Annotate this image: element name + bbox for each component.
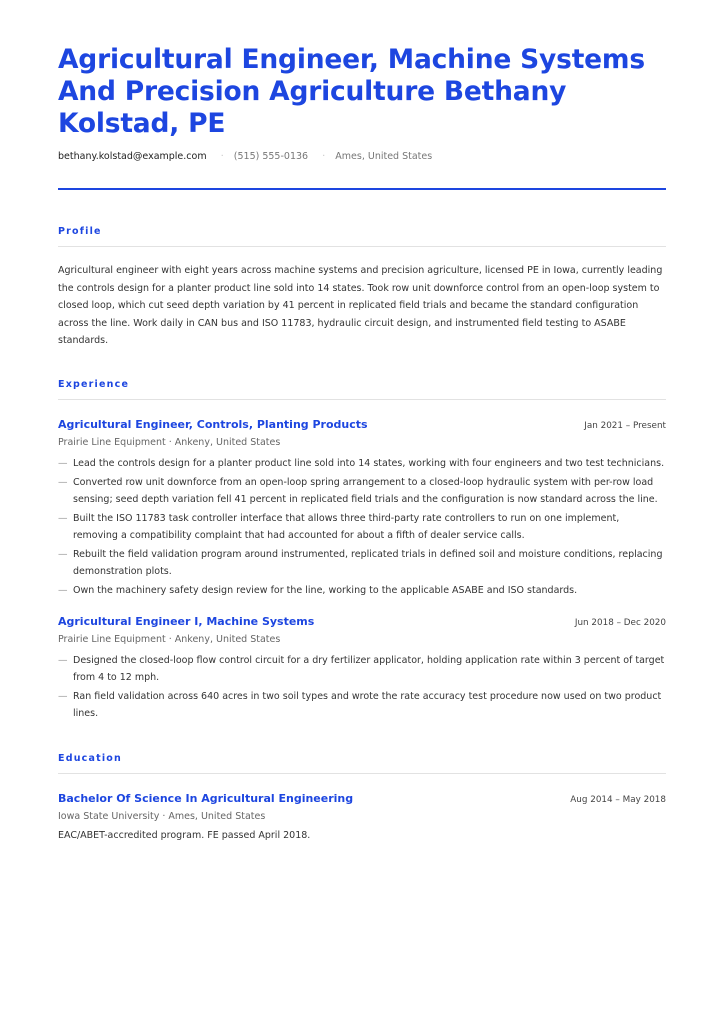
job-organization: Prairie Line Equipment · Ankeny, United States	[58, 633, 281, 645]
job-dates: Jun 2018 – Dec 2020	[574, 617, 666, 628]
bullet-item	[58, 546, 666, 580]
job-header	[58, 615, 666, 628]
bullet-text: Rebuilt the field validation program around instrumented, replicated trials in defined soil and moisture conditions, replacing demonstration plots.	[73, 548, 663, 577]
contact-email: bethany.kolstad@example.com	[58, 151, 207, 162]
bullet-text: Ran field validation across 640 acres in two soil types and wrote the rate accuracy test procedure now used on two product lines.	[73, 690, 662, 719]
bullet-item	[58, 474, 666, 508]
contact-location: Ames, United States	[335, 151, 433, 162]
section-divider	[58, 399, 666, 400]
section-title-experience: Experience	[58, 378, 130, 390]
job-title: Agricultural Engineer I, Machine Systems	[58, 614, 315, 628]
bullet-text: Designed the closed-loop flow control circuit for a dry fertilizer applicator, holding application rate within 3 percent of target from 4 to 12 mph.	[73, 654, 665, 683]
education-dates: Aug 2014 – May 2018	[570, 794, 666, 805]
bullet-text: Own the machinery safety design review for the line, working to the applicable ASABE and ISO standards.	[73, 584, 578, 596]
job-header	[58, 418, 666, 431]
job-dates: Jan 2021 – Present	[584, 420, 666, 431]
bullet-item	[58, 582, 666, 599]
dash-icon: —	[58, 548, 68, 560]
dash-icon: —	[58, 512, 68, 524]
section-divider	[58, 773, 666, 774]
bullet-text: Built the ISO 11783 task controller interface that allows three third-party rate controllers to run on one implement, removing a compatibility complaint that had accounted for about a fifth of dealer service calls.	[73, 512, 620, 541]
education-entry	[58, 792, 666, 841]
bullet-item	[58, 510, 666, 544]
dash-icon: —	[58, 584, 68, 596]
contact-line	[58, 151, 666, 162]
bullet-item	[58, 688, 666, 722]
bullet-item	[58, 652, 666, 686]
dash-icon: —	[58, 654, 68, 666]
degree-title: Bachelor Of Science In Agricultural Engineering	[58, 791, 354, 805]
bullet-item	[58, 455, 666, 472]
education-header	[58, 792, 666, 805]
candidate-name: Agricultural Engineer, Machine Systems And Precision Agriculture Bethany Kolstad, PE	[58, 44, 645, 139]
job-bullets	[58, 455, 666, 599]
section-title-profile: Profile	[58, 226, 102, 237]
header-divider	[58, 188, 666, 190]
section-title-education: Education	[58, 752, 122, 764]
bullet-text: Converted row unit downforce from an open-loop spring arrangement to a closed-loop hydraulic system with per-row load sensing; seed depth variation fell 41 percent in replicated field trials and the configuration is now standard across the line.	[73, 476, 658, 505]
job-bullets	[58, 652, 666, 722]
dash-icon: —	[58, 690, 68, 702]
dash-icon: —	[58, 476, 68, 488]
job-organization: Prairie Line Equipment · Ankeny, United States	[58, 436, 281, 448]
job-entry	[58, 418, 666, 599]
education-organization: Iowa State University · Ames, United States	[58, 810, 266, 822]
contact-phone: (515) 555-0136	[233, 151, 309, 162]
contact-separator: ·	[220, 151, 224, 162]
resume-page	[58, 44, 666, 841]
profile-summary: Agricultural engineer with eight years across machine systems and precision agriculture, licensed PE in Iowa, currently leading the controls design for a planter product line sold into 14 states. Took row unit downforce control from an open-loop system to closed loop, which cut seed depth variation by 41 percent in replicated field trials and became the standard configuration across the line. Work daily in CAN bus and ISO 11783, hydraulic circuit design, and instrumented field testing to ASABE standards.	[58, 265, 663, 346]
education-note: EAC/ABET-accredited program. FE passed April 2018.	[58, 829, 311, 841]
contact-separator: ·	[322, 151, 326, 162]
job-entry	[58, 615, 666, 722]
bullet-text: Lead the controls design for a planter product line sold into 14 states, working with four engineers and two test technicians.	[73, 457, 665, 469]
dash-icon: —	[58, 457, 68, 469]
section-divider	[58, 246, 666, 247]
job-title: Agricultural Engineer, Controls, Planting Products	[58, 417, 368, 431]
